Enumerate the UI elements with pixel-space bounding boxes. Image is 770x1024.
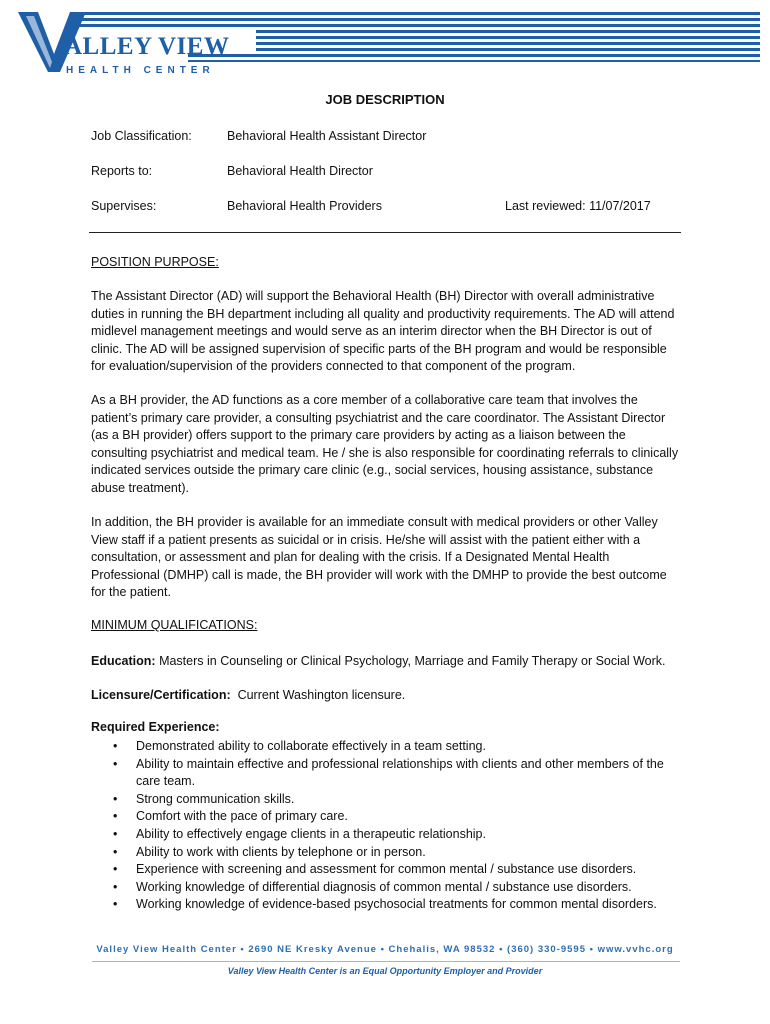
purpose-paragraph-3: In addition, the BH provider is available for an immediate consult with medical providers or other Valley View staff if a patient presents as suicidal or in crisis. He/she will assist with the patient either with a consultation, or assessment and plan for dealing with the crisis. If a Designated Mental Health Professional (DMHP) call is made, the BH provider will work with the DMHP to provide the best outcome for the patient. [91, 515, 667, 600]
list-item: • Ability to work with clients by telephone or in person. [91, 844, 681, 862]
header-divider [89, 232, 681, 233]
list-item: • Strong communication skills. [91, 791, 681, 809]
logo-wordmark: ALLEY VIEW [64, 33, 230, 60]
last-reviewed-date: Last reviewed: 11/07/2017 [505, 199, 651, 213]
document-title: JOB DESCRIPTION [325, 92, 445, 107]
field-label: Supervises: [91, 199, 157, 213]
required-experience-list [91, 738, 681, 914]
footer-address: Valley View Health Center • 2690 NE Kresky Avenue • Chehalis, WA 98532 • (360) 330-9595 • www.vvhc.org [96, 944, 674, 955]
list-item: • Experience with screening and assessment for common mental / substance use disorders. [91, 861, 681, 879]
bullet-icon: • [113, 756, 118, 771]
field-label: Job Classification: [91, 129, 192, 143]
minimum-qualifications-heading: MINIMUM QUALIFICATIONS: [91, 618, 258, 632]
education-line [91, 653, 681, 671]
education-value: Masters in Counseling or Clinical Psychology, Marriage and Family Therapy or Social Work. [155, 654, 666, 668]
education-label: Education: [91, 654, 156, 668]
bullet-icon: • [113, 879, 118, 894]
list-item: • Working knowledge of differential diagnosis of common mental / substance use disorders. [91, 879, 681, 897]
purpose-paragraph-2: As a BH provider, the AD functions as a core member of a collaborative care team that involves the patient’s primary care provider, a consulting psychiatrist and the care coordinator. The Assistant Director (as a BH provider) offers support to the primary care providers by acting as a liaison between the consulting psychiatrist and medical team. He / she is also responsible for coordinating referrals to clinically indicated services outside the primary care clinic (e.g., social services, housing assistance, substance abuse treatment). [91, 393, 679, 495]
bullet-icon: • [113, 844, 118, 859]
list-item: • Demonstrated ability to collaborate effectively in a team setting. [91, 738, 681, 756]
valley-view-logo [16, 10, 760, 76]
bullet-icon: • [113, 862, 118, 877]
bullet-icon: • [113, 739, 118, 753]
field-value: Behavioral Health Assistant Director [227, 129, 427, 143]
licensure-line [91, 687, 681, 705]
licensure-value: Current Washington licensure. [230, 688, 406, 702]
logo-subtitle: HEALTH CENTER [66, 65, 215, 76]
footer-equal-opportunity: Valley View Health Center is an Equal Opportunity Employer and Provider [227, 966, 543, 976]
field-value: Behavioral Health Director [227, 164, 373, 178]
field-value: Behavioral Health Providers [227, 199, 382, 213]
licensure-label: Licensure/Certification: [91, 688, 231, 702]
position-purpose-heading: POSITION PURPOSE: [91, 255, 219, 269]
field-label: Reports to: [91, 164, 153, 178]
purpose-paragraph-1: The Assistant Director (AD) will support the Behavioral Health (BH) Director with overall administrative duties in running the BH department including all quality and productivity requirements. The AD will attend midlevel management meetings and would serve as an interim director when the BH Director is out of clinic. The AD will be assigned supervision of specific parts of the BH program and would be responsible for evaluation/supervision of the providers connected to that component of the program. [91, 289, 675, 374]
required-experience-heading: Required Experience: [91, 720, 220, 734]
list-item: • Ability to effectively engage clients in a therapeutic relationship. [91, 826, 681, 844]
bullet-icon: • [113, 809, 118, 824]
list-item: • Working knowledge of evidence-based psychosocial treatments for common mental disorders. [91, 896, 681, 914]
bullet-icon: • [113, 826, 118, 841]
bullet-icon: • [113, 897, 118, 912]
footer-divider [92, 961, 680, 962]
bullet-icon: • [113, 791, 118, 806]
list-item: • Ability to maintain effective and professional relationships with clients and other members of the care team. [113, 756, 664, 789]
list-item: • Comfort with the pace of primary care. [91, 808, 681, 826]
